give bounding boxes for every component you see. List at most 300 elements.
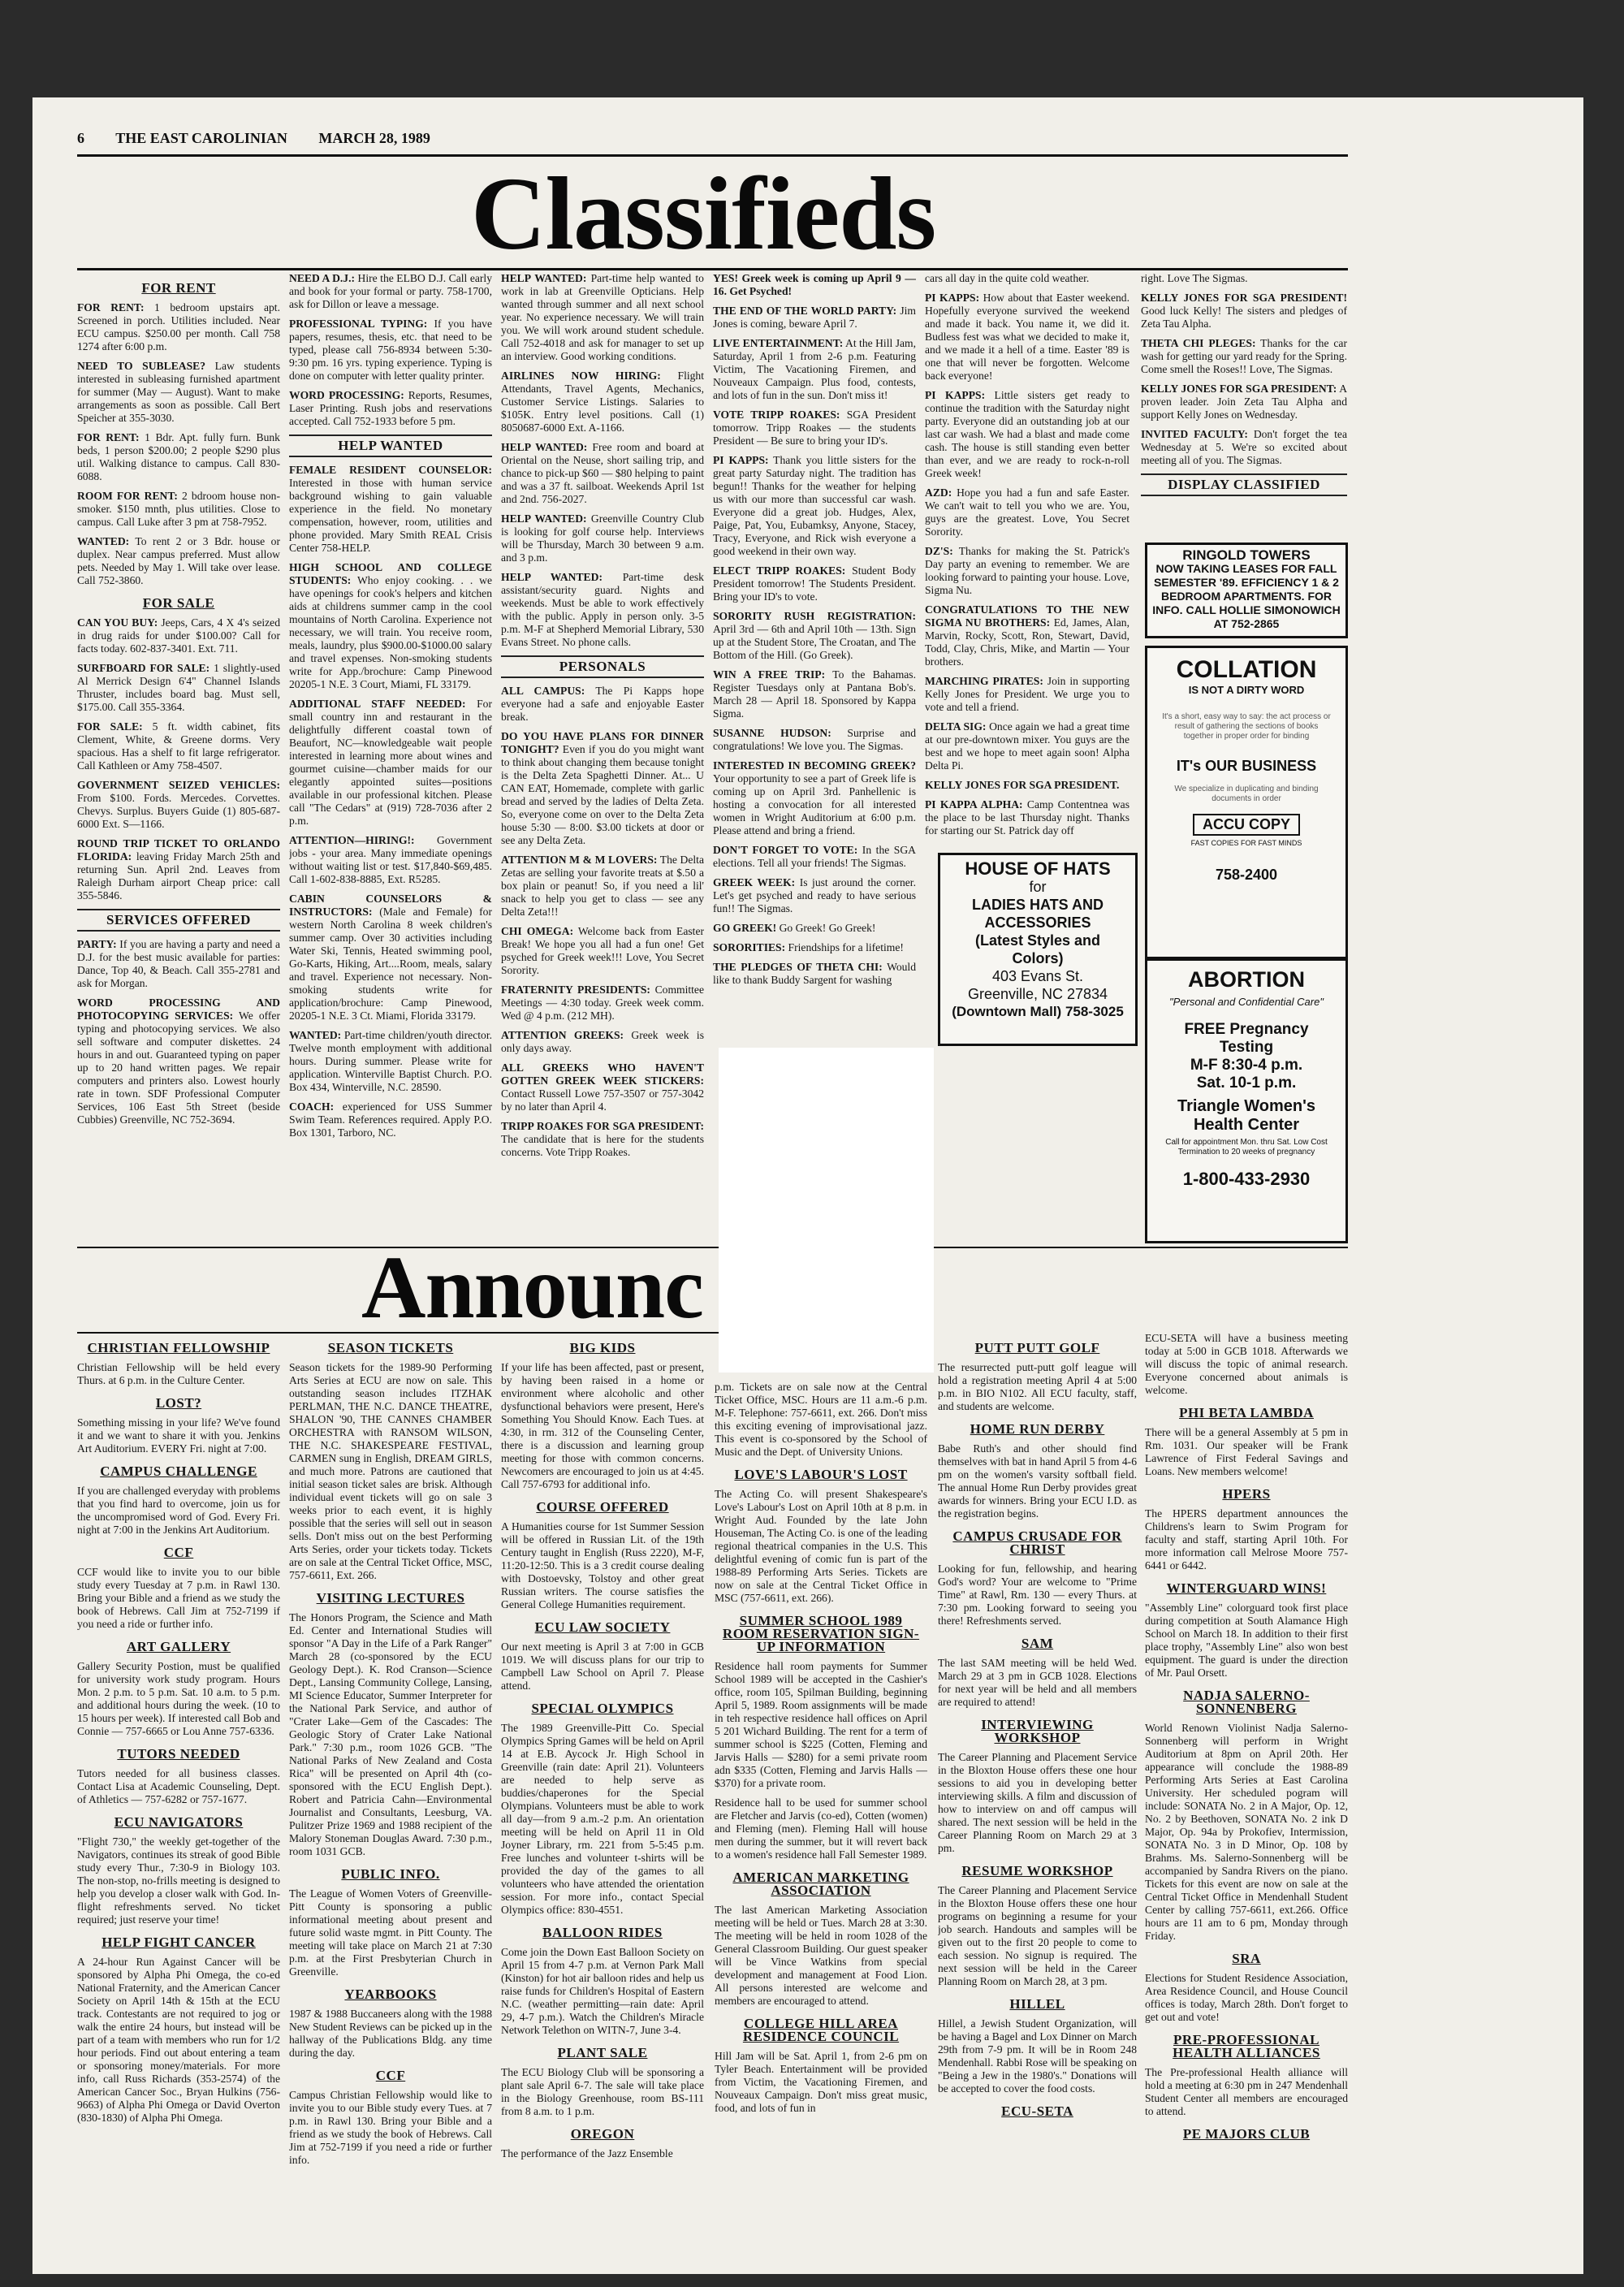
listing-lead: GO GREEK! bbox=[713, 922, 777, 934]
listing-body: The Acting Co. will present Shakespeare's Love's Labour's Lost on April 10th at 8 p.m. in Wright Aud. Founded by the late John Houseman, The Acting Co. is one of the leading regional theatrical companies in the U.S. This delightful evening of comic fun is part of the 1988-89 Performing Arts Series. Tickets are now on sale at the Central Ticket Office in MSC (757-6611, ext. 266). bbox=[715, 1488, 927, 1604]
listing-body: Government jobs - your area. Many immediate openings without waiting list or test. $17,840-$69,485. Call 1-602-838-8885, Ext. R5285. bbox=[289, 834, 492, 885]
listing-body: Our next meeting is April 3 at 7:00 in GCB 1019. We will discuss plans for our trip to Campbell Law School on April 7. Please attend. bbox=[501, 1641, 704, 1692]
listing-body: Even if you do you might want to think about changing them because tonight is the Delta Zeta Spaghetti Dinner. At... U CAN EAT, Homemade, complete with garlic bread and served by the ladies of Delta Zeta. So, everyone come on over to the Delta Zeta house 5:30 — 8:00. $3.00 tickets at door or see any Delta Zeta. bbox=[501, 743, 704, 846]
section-heading: PERSONALS bbox=[501, 655, 704, 678]
listing-lead: LIVE ENTERTAINMENT: bbox=[713, 337, 844, 349]
listing-lead: HELP WANTED: bbox=[501, 512, 587, 525]
listing-lead: HELP WANTED: bbox=[501, 272, 587, 284]
listing-entry bbox=[1141, 428, 1347, 467]
section-heading: HELP WANTED bbox=[289, 434, 492, 457]
listing-lead: HELP WANTED: bbox=[501, 571, 603, 583]
listing-lead: VOTE TRIPP ROAKES: bbox=[713, 409, 840, 421]
listing-body: Reports, Resumes, Laser Printing. Rush jobs and reservations accepted. Call 752-1933 before 5 pm. bbox=[289, 389, 492, 427]
ad-collation-title: COLLATION bbox=[1176, 656, 1317, 683]
section-heading: SRA bbox=[1232, 1951, 1261, 1966]
section-heading: ART GALLERY bbox=[126, 1639, 231, 1654]
listing-entry bbox=[289, 1361, 492, 1582]
section-heading: HOME RUN DERBY bbox=[970, 1421, 1105, 1437]
listing-entry bbox=[501, 730, 704, 847]
classifieds-rule bbox=[77, 268, 1348, 270]
listing-entry bbox=[501, 512, 704, 564]
listing-entry bbox=[713, 961, 916, 987]
listing-body: Student Body President tomorrow! The Students President. Bring your ID's to vote. bbox=[713, 564, 916, 603]
ad-abortion-line: Testing bbox=[1219, 1039, 1274, 1056]
listing-entry bbox=[713, 272, 916, 298]
listing-entry bbox=[77, 779, 280, 831]
listing-body: The ECU Biology Club will be sponsoring a plant sale April 6-7. The sale will take place in the Biology Greenhouse, room BS-111 from 8 a.m. to 1 p.m. bbox=[501, 2066, 704, 2117]
section-heading: PRE-PROFESSIONAL HEALTH ALLIANCES bbox=[1173, 2032, 1320, 2060]
listing-entry bbox=[289, 1029, 492, 1094]
listing-body: How about that Easter weekend. Hopefully everyone survived the weekend and made it back. You name it, we did it. Budless fest was what we decided to make it, and we made it a hell of a time. Easter '89 is one that will never be forgotten. Welcome back everyone! bbox=[925, 292, 1129, 382]
listing-entry bbox=[713, 409, 916, 447]
listing-body: The candidate that is here for the students concerns. Vote Tripp Roakes. bbox=[501, 1133, 704, 1158]
announcements-column-6 bbox=[1145, 1332, 1348, 2266]
listing-entry bbox=[77, 1485, 280, 1537]
ad-hats-line: Colors) bbox=[1012, 950, 1064, 966]
ad-collation-tagline: FAST COPIES FOR FAST MINDS bbox=[1190, 839, 1302, 847]
listing-entry bbox=[501, 441, 704, 506]
listing-lead: WORD PROCESSING: bbox=[289, 389, 404, 401]
listing-entry bbox=[289, 1887, 492, 1978]
listing-lead: NEED TO SUBLEASE? bbox=[77, 360, 206, 372]
listing-body: The 1989 Greenville-Pitt Co. Special Olympics Spring Games will be held on April 14 at E.B. Aycock Jr. High School in Greenville (rain date: April 21). Volunteers are needed to help serve as buddies/chaperones for the Special Olympians. Volunteers must be able to work all day—from 9 a.m.-2 p.m. An orientation meeting will be held on April 11 in Old Joyner Library, rm. 221 from 5-5:45 p.m. Free lunches and volunteer t-shirts will be provided the day of the games to all volunteers who have attended the orientation session. For more info., contact Special Olympics office: 830-4551. bbox=[501, 1722, 704, 1916]
listing-body: Hope you had a fun and safe Easter. We can't wait to tell you who we are. You, guys are the greatest. Love, You Secret Sorority. bbox=[925, 486, 1129, 538]
listing-entry bbox=[925, 545, 1129, 597]
announcements-column-3 bbox=[501, 1332, 704, 2266]
listing-body: To rent 2 or 3 Bdr. house or duplex. Near campus preferred. Must allow pets. Needed by May 1. Will take over lease. Call 752-3860. bbox=[77, 535, 280, 586]
listing-body: The performance of the Jazz Ensemble bbox=[501, 2147, 673, 2159]
listing-entry bbox=[77, 431, 280, 483]
listing-entry bbox=[1141, 337, 1347, 376]
ad-ringold-line: SEMESTER '89. EFFICIENCY 1 & 2 bbox=[1154, 576, 1339, 589]
listing-entry bbox=[501, 1361, 704, 1491]
ad-hats-line: Greenville, NC 27834 bbox=[967, 986, 1108, 1002]
listing-body: If your life has been affected, past or present, by having been raised in a home or environment where alcoholic and other dysfunctional behaviors were present, Here's Something You Should Know. Each Tues. at 4:30, in rm. 312 of the Counseling Center, there is a discussion and learning group meeting for those with common concerns. Newcomers are encouraged to join us at 4:45. Call 757-6793 for additional info. bbox=[501, 1361, 704, 1490]
listing-body: leaving Friday March 25th and returning Sun. April 2nd. Leaves from Raleigh Durham airport Cheap price: call 355-5846. bbox=[77, 850, 280, 901]
listing-entry bbox=[1145, 2066, 1348, 2118]
listing-entry bbox=[77, 1361, 280, 1387]
listing-body: April 3rd — 6th and April 10th — 13th. Sign up at the Student Store, The Croatan, and The Bottom of the Hill. (Go Greek). bbox=[713, 623, 916, 661]
section-heading: CHRISTIAN FELLOWSHIP bbox=[87, 1340, 270, 1355]
ad-ringold-title: RINGOLD TOWERS bbox=[1182, 547, 1311, 563]
listing-body: 5 ft. width cabinet, fits Clement, White, & Greene dorms. Very spacious. Has a shelf to fit large refrigerator. Call Kathleen or Amy 758-4507. bbox=[77, 720, 280, 772]
listing-body: Greenville Country Club is looking for golf course help. Interviews will be Thursday, March 30 between 9 a.m. and 3 p.m. bbox=[501, 512, 704, 564]
ad-hats-line: LADIES HATS AND bbox=[972, 897, 1104, 913]
listing-lead: FOR RENT: bbox=[77, 301, 145, 313]
listing-entry bbox=[77, 1767, 280, 1806]
listing-lead: INVITED FACULTY: bbox=[1141, 428, 1248, 440]
section-heading: AMERICAN MARKETING ASSOCIATION bbox=[732, 1870, 909, 1898]
listing-lead: SORORITIES: bbox=[713, 941, 786, 953]
listing-entry bbox=[77, 1835, 280, 1926]
listing-entry bbox=[501, 1029, 704, 1055]
ad-abortion-sub: "Personal and Confidential Care" bbox=[1169, 996, 1324, 1008]
section-heading: DISPLAY CLASSIFIED bbox=[1141, 473, 1347, 496]
listing-entry bbox=[1145, 1972, 1348, 2024]
listing-lead: COACH: bbox=[289, 1100, 335, 1113]
listing-body: Babe Ruth's and other should find themselves with bat in hand April 5 from 4-6 pm on the women's varsity softball field. The annual Home Run Derby provides great awards for winners. Bring your ECU I.D. as the registration begins. bbox=[938, 1442, 1137, 1520]
ad-abortion-phone: 1-800-433-2930 bbox=[1182, 1169, 1311, 1189]
listing-lead: WIN A FREE TRIP: bbox=[713, 668, 826, 681]
listing-body: Come join the Down East Balloon Society on April 15 from 4-7 p.m. at Vernon Park Mall (Kinston) for hot air balloon rides and help us raise funds for Children's Hospital of Eastern N.C. (weather permitting—rain date: April 29, 4-7 p.m.). Watch the Children's Miracle Network Telethon on WITN-7, June 3-4. bbox=[501, 1946, 704, 2036]
ad-ringold-line: AT 752-2865 bbox=[1213, 617, 1280, 630]
listing-entry bbox=[925, 272, 1129, 285]
paper-name: THE EAST CAROLINIAN bbox=[115, 130, 287, 146]
listing-entry bbox=[1145, 1332, 1348, 1397]
listing-body: Contact Russell Lowe 757-3507 or 757-3042 by no later than April 4. bbox=[501, 1087, 704, 1113]
listing-body: Part-time help wanted to work in lab at Greenville Opticians. Help wanted through summer and all next school year. No experience necessary. We will train you. We will work around student schedule. Call 752-4018 and ask for manager to set up an interview. Good working conditions. bbox=[501, 272, 704, 362]
listing-entry bbox=[289, 893, 492, 1022]
listing-entry bbox=[501, 2066, 704, 2118]
announcements-rule-right bbox=[934, 1247, 1348, 1248]
column-help-wanted bbox=[289, 272, 492, 1239]
section-heading: COURSE OFFERED bbox=[536, 1499, 669, 1515]
listing-lead: PI KAPPS: bbox=[713, 454, 769, 466]
listing-lead: ATTENTION GREEKS: bbox=[501, 1029, 624, 1041]
listing-entry bbox=[289, 2089, 492, 2167]
issue-date: MARCH 28, 1989 bbox=[318, 130, 430, 146]
listing-body: Don't forget the tea Wednesday at 5. We're so excited about meeting all of you. The Sigmas. bbox=[1141, 428, 1347, 466]
listing-lead: ROUND TRIP TICKET TO ORLANDO FLORIDA: bbox=[77, 837, 280, 862]
listing-body: We offer typing and photocopying services. We also sell software and computer diskettes. 24 hours in and out. Guaranteed typing on paper up to 20 hand written pages. We repair computers and printers also. Lowest hourly rate in town. SDF Professional Computer Services, 106 East 5th Street (beside Cubbies) Greenville, NC 752-3694. bbox=[77, 1009, 280, 1126]
listing-entry bbox=[1145, 1507, 1348, 1572]
ad-abortion-line: Triangle Women's bbox=[1177, 1097, 1315, 1115]
listing-body: Camp Contentnea was the place to be last Thursday night. Thanks for starting our St. Patrick day off bbox=[925, 798, 1129, 837]
listing-entry bbox=[713, 454, 916, 558]
listing-entry bbox=[713, 727, 916, 753]
listing-entry bbox=[501, 685, 704, 724]
masthead bbox=[77, 130, 1344, 149]
listing-entry bbox=[938, 1563, 1137, 1628]
listing-lead: WORD PROCESSING AND PHOTOCOPYING SERVICES: bbox=[77, 997, 280, 1022]
listing-entry bbox=[77, 360, 280, 425]
listing-entry bbox=[501, 1641, 704, 1693]
listing-lead: ATTENTION M & M LOVERS: bbox=[501, 854, 658, 866]
listing-lead: FOR RENT: bbox=[77, 431, 140, 443]
listing-lead: SURFBOARD FOR SALE: bbox=[77, 662, 210, 674]
listing-entry bbox=[713, 305, 916, 331]
listing-entry bbox=[938, 1361, 1137, 1413]
listing-lead: MARCHING PIRATES: bbox=[925, 675, 1043, 687]
listing-lead: THETA CHI PLEGES: bbox=[1141, 337, 1256, 349]
ad-abortion-line: Sat. 10-1 p.m. bbox=[1196, 1074, 1297, 1092]
listing-lead: ADDITIONAL STAFF NEEDED: bbox=[289, 698, 466, 710]
section-heading: PUTT PUTT GOLF bbox=[974, 1340, 1100, 1355]
section-heading: RESUME WORKSHOP bbox=[961, 1863, 1113, 1878]
listing-lead: INTERESTED IN BECOMING GREEK? bbox=[713, 759, 916, 772]
listing-entry bbox=[501, 925, 704, 977]
listing-lead: ATTENTION—HIRING!: bbox=[289, 834, 415, 846]
section-heading: CCF bbox=[163, 1545, 194, 1560]
listing-body: Hill Jam will be Sat. April 1, from 2-6 pm on Tyler Beach. Entertainment will be provided from Victim, the Vacationing Firemen, and Nouveaux Campaign. Don't miss great music, food, and lots of fun in bbox=[715, 2050, 927, 2114]
section-heading: ECU NAVIGATORS bbox=[114, 1814, 244, 1830]
listing-entry bbox=[289, 834, 492, 886]
listing-entry bbox=[1141, 272, 1347, 285]
listing-body: The resurrected putt-putt golf league will hold a registration meeting April 4 at 5:00 p.m. in BIO N102. All ECU faculty, staff, and students are welcome. bbox=[938, 1361, 1137, 1412]
listing-lead: GREEK WEEK: bbox=[713, 876, 796, 888]
listing-body: Gallery Security Postion, must be qualified for university work study program. Hours Mon. 2 p.m. to 5 p.m. Sat. 10 a.m. to 5 p.m. and additional hours during the week. (10 to 15 hours per week). If interested call Bob and Connie — 757-6665 or Lou Anne 757-6336. bbox=[77, 1660, 280, 1737]
listing-entry bbox=[925, 486, 1129, 538]
listing-entry bbox=[925, 798, 1129, 837]
announcements-column-5 bbox=[938, 1332, 1137, 2266]
listing-body: To the Bahamas. Register Tuesdays only at Pantana Bob's. March 28 — April 18. Sponsored by Kappa Sigma. bbox=[713, 668, 916, 720]
listing-lead: DO YOU HAVE PLANS FOR DINNER TONIGHT? bbox=[501, 730, 704, 755]
listing-lead: ALL CAMPUS: bbox=[501, 685, 585, 697]
listing-body: Hire the ELBO D.J. Call early and book for your formal or party. 758-1700, ask for Dillon or leave a message. bbox=[289, 272, 492, 310]
listing-lead: THE END OF THE WORLD PARTY: bbox=[713, 305, 897, 317]
section-heading: WINTERGUARD WINS! bbox=[1166, 1580, 1327, 1596]
listing-entry bbox=[925, 603, 1129, 668]
listing-body: Once again we had a great time at our pre-downtown mixer. You guys are the best and we hope to meet again soon! Alpha Delta Pi. bbox=[925, 720, 1129, 772]
listing-lead: GOVERNMENT SEIZED VEHICLES: bbox=[77, 779, 280, 791]
listing-body: Jim Jones is coming, beware April 7. bbox=[713, 305, 916, 330]
listing-body: Tutors needed for all business classes. Contact Lisa at Academic Counseling, Dept. of Athletics — 757-6282 or 757-1677. bbox=[77, 1767, 280, 1805]
listing-entry bbox=[925, 389, 1129, 480]
listing-body: 2 bdroom house non-smoker. $150 mnth, plus utilities. Close to campus. Call Luke after 3 pm at 758-7952. bbox=[77, 490, 280, 528]
listing-body: There will be a general Assembly at 5 pm in Rm. 1031. Our speaker will be Frank Lawrence of First Federal Savings and Loans. New members welcome! bbox=[1145, 1426, 1348, 1477]
listing-entry bbox=[1145, 1602, 1348, 1680]
listing-entry bbox=[501, 571, 704, 649]
listing-entry bbox=[289, 561, 492, 691]
section-heading: ECU-SETA bbox=[1001, 2103, 1073, 2119]
listing-entry bbox=[715, 1488, 927, 1605]
listing-entry bbox=[713, 337, 916, 402]
listing-entry bbox=[77, 1660, 280, 1738]
listing-entry bbox=[713, 941, 916, 954]
listing-entry bbox=[925, 720, 1129, 772]
ad-ringold-towers bbox=[1145, 543, 1348, 638]
listing-entry bbox=[77, 997, 280, 1126]
section-heading: HELP FIGHT CANCER bbox=[102, 1935, 256, 1950]
ad-abortion-line: Health Center bbox=[1193, 1116, 1300, 1134]
listing-entry bbox=[925, 675, 1129, 714]
section-heading: PHI BETA LAMBDA bbox=[1179, 1405, 1314, 1420]
section-heading: FOR RENT bbox=[141, 280, 216, 296]
listing-entry bbox=[501, 1520, 704, 1611]
ad-ringold-line: BEDROOM APARTMENTS. FOR bbox=[1161, 590, 1332, 603]
listing-body: If you have papers, resumes, thesis, etc. that need to be typed, please call 756-8934 between 5:30-9:30 pm. 16 yrs. typing experience. Typing is done on computer with letter quality printer. bbox=[289, 318, 492, 382]
listing-body: The Career Planning and Placement Service in the Bloxton House offers these one hour sessions to aid you in developing better interviewing skills. A film and discussion of how to interview on and off campus will shared. The next session will be held in the Career Planning Room on March 29 at 3 pm. bbox=[938, 1751, 1137, 1854]
listing-entry bbox=[77, 662, 280, 714]
listing-entry bbox=[715, 2050, 927, 2115]
ad-collation-mid: IT's OUR BUSINESS bbox=[1176, 758, 1317, 774]
ad-collation bbox=[1145, 646, 1348, 959]
listing-entry bbox=[501, 370, 704, 434]
listing-body: 1987 & 1988 Buccaneers along with the 1988 New Student Reviews can be picked up in the hallway of the Publications Bldg. any time during the day. bbox=[289, 2008, 492, 2059]
section-heading: VISITING LECTURES bbox=[316, 1590, 465, 1606]
section-heading: SEASON TICKETS bbox=[327, 1340, 454, 1355]
listing-body: Campus Christian Fellowship would like to invite you to our Bible study every Tues. at 7 p.m. in Rawl 130. Bring your Bible and a friend as we study the book of Hebrews. Call Jim at 752-7199 if you need a ride or further info. bbox=[289, 2089, 492, 2166]
section-heading: LOVE'S LABOUR'S LOST bbox=[734, 1467, 908, 1482]
listing-body: Good luck Kelly! The sisters and pledges of Zeta Tau Alpha. bbox=[1141, 305, 1347, 330]
listing-body: 1 Bdr. Apt. fully furn. Bunk beds, 1 person $200.00; 2 people $290 plus util. Walking distance to campus. Call 830-6088. bbox=[77, 431, 280, 482]
listing-entry bbox=[501, 1120, 704, 1159]
section-heading: YEARBOOKS bbox=[344, 1987, 437, 2002]
listing-entry bbox=[1145, 1722, 1348, 1943]
listing-lead: TRIPP ROAKES FOR SGA PRESIDENT: bbox=[501, 1120, 704, 1132]
listing-body: If you are challenged everyday with problems that you find hard to overcome, join us for the uncompromised word of God. Every Fri. night at 7:00 in the Jenkins Art Auditorium. bbox=[77, 1485, 280, 1536]
section-heading: INTERVIEWING WORKSHOP bbox=[981, 1717, 1094, 1745]
listing-body: Would like to thank Buddy Sargent for washing bbox=[713, 961, 916, 986]
listing-lead: NEED A D.J.: bbox=[289, 272, 356, 284]
listing-entry bbox=[501, 272, 704, 363]
listing-entry bbox=[77, 616, 280, 655]
ad-hats-line: for bbox=[1029, 879, 1047, 895]
section-heading: FOR SALE bbox=[142, 595, 215, 611]
ad-house-of-hats bbox=[938, 853, 1138, 1046]
listing-entry bbox=[289, 318, 492, 383]
listing-body: Thanks for the car wash for getting our yard ready for the Spring. Come smell the Roses!! Love, The Sigmas. bbox=[1141, 337, 1347, 375]
ad-hats-phone: (Downtown Mall) 758-3025 bbox=[952, 1004, 1124, 1019]
listing-lead: PARTY: bbox=[77, 938, 117, 950]
listing-body: Friendships for a lifetime! bbox=[785, 941, 904, 953]
listing-lead: THE PLEDGES OF THETA CHI: bbox=[713, 961, 883, 973]
ad-hats-line: ACCESSORIES bbox=[984, 914, 1091, 931]
listing-body: p.m. Tickets are on sale now at the Central Ticket Office, MSC. Hours are 11 a.m.-6 p.m. M-F. Telephone: 757-6611, ext. 266. Don't miss this exciting evening of improvisational jazz. This event is co-sponsored by the School of Music and the Dept. of University Unions. bbox=[715, 1381, 927, 1458]
listing-body: Go Greek! Go Greek! bbox=[776, 922, 876, 934]
listing-entry bbox=[501, 1946, 704, 2037]
listing-body: Ed, James, Alan, Marvin, Rocky, Scott, Ron, Stewart, David, Todd, Clay, Chris, Mike, and Martin — Your brothers. bbox=[925, 616, 1129, 668]
listing-entry bbox=[713, 759, 916, 837]
listing-entry bbox=[713, 668, 916, 720]
listing-entry bbox=[77, 720, 280, 772]
page-number: 6 bbox=[77, 130, 84, 146]
listing-entry bbox=[501, 2147, 704, 2160]
listing-body: World Renown Violinist Nadja Salerno-Sonnenberg will perform in Wright Auditorium at 8pm on April 20th. Her appearance will conclude the 1988-89 Performing Arts Series at East Carolina University. Her scheduled pogram will include: SONATA No. 2 in A Major, Op. 12, No. 2 by Beethoven, SONATA No. 2 ink D Major, Op. 94a by Prokofiev, Intermission, SONATA No. 3 in D Minor, Op. 108 by Brahms. Ms. Salerno-Sonnenberg will be accompanied by Sandra Rivers on the piano. Tickets for this event are now on sale at the Central Ticket Office in Mendenhall Student Center by calling 757-6611, ext.266. Office hours are 11 am to 6 pm, Monday through Friday. bbox=[1145, 1722, 1348, 1942]
listing-lead: DELTA SIG: bbox=[925, 720, 987, 733]
listing-body: The Delta Zetas are selling your favorite treats at $.50 a box plain or peanut! So, if you need a lil' snack to help you get to class — see any Delta Zeta!!! bbox=[501, 854, 704, 918]
listing-body: Who enjoy cooking. . . we have openings for cook's helpers and kitchen aids at childrens summer camp in the cool mountains of North Carolina. Experience not necessary, we will train. You receive room, meals, laundry, plus $900.00-$1000.00 salary and travel expenses. Non-smoking students write for App./brochure: Camp Pinewood 20205-1 N.E. 3 Court, Miami, FL 33179. bbox=[289, 574, 492, 690]
section-heading: SPECIAL OLYMPICS bbox=[531, 1701, 674, 1716]
listing-body: The Pre-professional Health alliance will hold a meeting at 6:30 pm in 247 Mendenhall Student Center all members are encouraged to attend. bbox=[1145, 2066, 1348, 2117]
listing-lead: WANTED: bbox=[77, 535, 130, 547]
listing-body: The Pi Kapps hope everyone had a safe and enjoyable Easter break. bbox=[501, 685, 704, 723]
listing-body: Law students interested in subleasing furnished apartment for summer (May — August). Want to make arrangements as soon as possible. Call Bert Speicher at 355-3030. bbox=[77, 360, 280, 424]
section-heading: PUBLIC INFO. bbox=[341, 1866, 440, 1882]
listing-body: Little sisters get ready to continue the tradition with the Saturday night party. Everyone did an outstanding job at our last car wash. We had a blast and made come cash. The house is still standing even better than ever, and we are ready to rock-n-roll Greek week! bbox=[925, 389, 1129, 479]
column-personals-c bbox=[925, 272, 1129, 841]
listing-body: Committee Meetings — 4:30 today. Greek week comm. Wed @ 4 p.m. (212 MH). bbox=[501, 984, 704, 1022]
ad-hats-line: 403 Evans St. bbox=[991, 968, 1084, 984]
listing-body: A 24-hour Run Against Cancer will be sponsored by Alpha Phi Omega, the co-ed National Fraternity, and the American Cancer Society on April 14th & 15th at the ECU track. Contestants are not required to jog or walk the entire 24 hours, but instead will be part of a team with members who run for 1/2 hour periods. Find out about entering a team or sponsoring money/materials. For more info, call Russ Richards (353-2574) of the American Cancer Soc., Bryan Hulkins (756-9663) of Alpha Phi Omega or David Overton (830-1830) of Alpha Phi Omega. bbox=[77, 1956, 280, 2124]
listing-body: Greek week is only days away. bbox=[501, 1029, 704, 1054]
section-heading: SUMMER SCHOOL 1989 ROOM RESERVATION SIGN-UP INFORMATION bbox=[722, 1613, 920, 1654]
listing-entry bbox=[501, 1722, 704, 1917]
listing-body: CCF would like to invite you to our bible study every Tuesday at 7 p.m. in Rawl 130. Bring your Bible and a friend as we study the book of Hebrews. Call Jim at 752-7199 if you need a ride or further info. bbox=[77, 1566, 280, 1630]
listing-lead: PI KAPPA ALPHA: bbox=[925, 798, 1023, 811]
announcements-column-4 bbox=[715, 1381, 927, 2266]
listing-entry bbox=[289, 1611, 492, 1858]
listing-body: "Flight 730," the weekly get-together of the Navigators, continues its streak of good Bible study every Thur., 7:30-9 in Biology 103. The non-stop, no-frills meeting is designed to help you develop a closer walk with God. In-flight refreshments served. No ticket required; just reserve your time! bbox=[77, 1835, 280, 1926]
ad-abortion-line: FREE Pregnancy bbox=[1184, 1021, 1309, 1038]
listing-body: Free room and board at Oriental on the Neuse, short sailing trip, and chance to pick-up $60 — $80 helping to paint and was a 37 ft. sailboat. Weekends April 1st and 2nd. 756-2027. bbox=[501, 441, 704, 505]
listing-lead: CAN YOU BUY: bbox=[77, 616, 158, 629]
listing-entry bbox=[713, 844, 916, 870]
listing-body: SGA President tomorrow. Tripp Roakes — the students President — Be sure to bring your ID's. bbox=[713, 409, 916, 447]
listing-entry bbox=[77, 1416, 280, 1455]
listing-body: A proven leader. Join Zeta Tau Alpha and support Kelly Jones on Wednesday. bbox=[1141, 383, 1347, 421]
listing-lead: KELLY JONES FOR SGA PRESIDENT! bbox=[1141, 292, 1347, 304]
section-heading: HPERS bbox=[1222, 1486, 1271, 1502]
listing-lead: PI KAPPS: bbox=[925, 292, 980, 304]
listing-lead: PI KAPPS: bbox=[925, 389, 986, 401]
ad-ringold-line: NOW TAKING LEASES FOR FALL bbox=[1155, 562, 1337, 575]
listing-entry bbox=[501, 984, 704, 1022]
listing-body: Hillel, a Jewish Student Organization, will be having a Bagel and Lox Dinner on March 29th from 7-9 pm. It will be in Room 248 Mendenhall. Rabbi Rose will be speaking on "Being a Jew in the 1980's." Donations will be accepted to cover the food costs. bbox=[938, 2017, 1137, 2095]
section-heading: CAMPUS CRUSADE FOR CHRIST bbox=[952, 1528, 1122, 1557]
listing-body: The last American Marketing Association meeting will be held or Tues. March 28 at 3:30. The meeting will be held in room 1028 of the General Classroom Building. Our guest speaker will be Vince Watkins from special development and management at Food Lion. All persons interested are welcome and members are encouraged to attend. bbox=[715, 1904, 927, 2007]
listing-body: At the Hill Jam, Saturday, April 1 from 2-6 p.m. Featuring Victim, The Vacationing Firemen, and Nouveaux Campaign. Plus food, contests, and lots of fun in the sun. Don't miss it! bbox=[713, 337, 916, 401]
listing-body: The last SAM meeting will be held Wed. March 29 at 3 pm in GCB 1028. Elections for next year will be held and all members are required to attend! bbox=[938, 1657, 1137, 1708]
listing-body: Thank you little sisters for the great party Saturday night. The tradition has begun!! Thanks for the weather for helping us with our more than successful car wash. Everyone did a great job. Hudges, Alex, Paige, Pat, You, Eubamksy, Anyone, Stacey, Tracy, Everyone, and Rick wish everyone a good weekend in their own way. bbox=[713, 454, 916, 557]
listing-lead: SORORITY RUSH REGISTRATION: bbox=[713, 610, 916, 622]
listing-lead: FOR SALE: bbox=[77, 720, 143, 733]
listing-lead: CONGRATULATIONS TO THE NEW SIGMA NU BROTHERS: bbox=[925, 603, 1129, 629]
listing-entry bbox=[715, 1381, 927, 1459]
listing-body: right. Love The Sigmas. bbox=[1141, 272, 1248, 284]
listing-lead: PROFESSIONAL TYPING: bbox=[289, 318, 428, 330]
listing-entry bbox=[1141, 383, 1347, 422]
listing-body: The Honors Program, the Science and Math Ed. Center and International Studies will sponsor "A Day in the Life of a Park Ranger" March 28 (co-sponsored by the ECU Geology Dept.). K. Rod Cranson—Science Dept., Lansing Community College, Lansing, MI Science Educator, Summer Interpreter for the National Park Service, and author of "Crater Lake—Gem of the Cascades: The Geologic Story of Crater Lake National Park." 7:30 p.m., room 1026 GCB. "The National Parks of New Zealand and Costa Rica" will be presented on April 4th (co-sponsored with the ECU English Dept.). Robert and Patricia Cahn—Environmental Journalist and Consultants, Leesburg, VA. Pulitzer Prize 1969 and 1988 recipient of the Malory Stoneman Douglas Award. 7:30 p.m., room 1031 GCB. bbox=[289, 1611, 492, 1857]
column-personals-a bbox=[501, 272, 704, 1239]
listing-body: Jeeps, Cars, 4 X 4's seized in drug raids for under $100.00? Call for facts today. 602-837-3401. Ext. 711. bbox=[77, 616, 280, 655]
listing-body: Is just around the corner. Let's get psyched and ready to have serious fun!! The Sigmas. bbox=[713, 876, 916, 914]
section-heading: SERVICES OFFERED bbox=[77, 909, 280, 932]
listing-body: Elections for Student Residence Association, Area Residence Council, and House Council offices is today, March 28th. Don't forget to get out and vote! bbox=[1145, 1972, 1348, 2023]
announcements-column-1 bbox=[77, 1332, 280, 2266]
listing-lead: AIRLINES NOW HIRING: bbox=[501, 370, 661, 382]
section-heading: BIG KIDS bbox=[569, 1340, 636, 1355]
listing-body: For small country inn and restaurant in the delightfully different coastal town of Beaufort, NC—knowledgeable wait people interested in learning more about wines and gourmet cuisine—chamber maids for our elegantly appointed suites—positions available in our professional kitchen. Please call "The Cedars" at (919) 728-7036 after 2 p.m. bbox=[289, 698, 492, 827]
listing-body: (Male and Female) for western North Carolina 8 week children's summer camp. Over 30 activities including Water Ski, Tennis, Heated swimming pool, Go-Karts, Hiking, Art....Room, meals, salary and travel. Experience not necessary. Non-smoking students write for application/brochure: Camp Pinewood, 20205-1 N.E. 3 Ct. Miami, Florida 33179. bbox=[289, 906, 492, 1022]
listing-entry bbox=[713, 610, 916, 662]
listing-entry bbox=[938, 1442, 1137, 1520]
listing-body: From $100. Fords. Mercedes. Corvettes. Chevys. Surplus. Buyers Guide (1) 805-687-6000 Ext. S—1166. bbox=[77, 792, 280, 830]
listing-body: If you are having a party and need a D.J. for the best music available for parties: Dance, Top 40, & Beach. Call 355-2781 and ask for Morgan. bbox=[77, 938, 280, 989]
listing-entry bbox=[289, 2008, 492, 2060]
section-heading: BALLOON RIDES bbox=[542, 1925, 663, 1940]
listing-lead: KELLY JONES FOR SGA PRESIDENT: bbox=[1141, 383, 1337, 395]
section-heading: CAMPUS CHALLENGE bbox=[100, 1463, 257, 1479]
listing-body: The Career Planning and Placement Service in the Bloxton House offers these one hour programs on beginning a resume for your job search. Handouts and samples will be given out to the first 20 people to come to each session. No signup is required. The next session will be held in the Career Planning Room on March 28, at 3 pm. bbox=[938, 1884, 1137, 1987]
section-heading: TUTORS NEEDED bbox=[117, 1746, 240, 1762]
ad-abortion-small: Call for appointment Mon. thru Sat. Low Cost Termination to 20 weeks of pregnancy bbox=[1165, 1138, 1328, 1156]
ad-abortion-title: ABORTION bbox=[1188, 967, 1305, 992]
listing-entry bbox=[713, 922, 916, 935]
listing-lead: FEMALE RESIDENT COUNSELOR: bbox=[289, 464, 492, 476]
listing-entry bbox=[715, 1660, 927, 1790]
listing-body: The HPERS department announces the Childrens's learn to Swim Program for faculty and staff, starting April 10th. For more information call Melrose Moore 757-6441 or 6442. bbox=[1145, 1507, 1348, 1572]
listing-entry bbox=[289, 389, 492, 428]
column-personals-b bbox=[713, 272, 916, 1044]
listing-entry bbox=[77, 1566, 280, 1631]
listing-body: experienced for USS Summer Swim Team. References required. Apply P.O. Box 1301, Tarboro, NC. bbox=[289, 1100, 492, 1139]
listing-body: Welcome back from Easter Break! We hope you all had a fun one! Get psyched for Greek week!!! Love, You Secret Sorority. bbox=[501, 925, 704, 976]
ad-collation-small: It's a short, easy way to say: the act process or result of gathering the sections of books together in proper order for binding bbox=[1162, 712, 1331, 741]
listing-lead: HELP WANTED: bbox=[501, 441, 588, 453]
section-heading: NADJA SALERNO-SONNENBERG bbox=[1183, 1688, 1310, 1716]
listing-body: Residence hall to be used for summer school are Fletcher and Jarvis (co-ed), Cotten (women) and Fleming (men). Fleming Hall will house men during the summer, but it will revert back to a women's residence hall Fall Semester 1989. bbox=[715, 1796, 927, 1861]
ad-ringold-line: INFO. CALL HOLLIE SIMONOWICH bbox=[1152, 603, 1341, 616]
listing-body: The League of Women Voters of Greenville-Pitt County is sponsoring a public informational meeting about present and future solid waste mgmt. in Pitt County. The meeting will take place on March 21 at 7:30 p.m. at the First Presbyterian Church in Greenville. bbox=[289, 1887, 492, 1978]
listing-entry bbox=[77, 938, 280, 990]
listing-lead: SUSANNE HUDSON: bbox=[713, 727, 831, 739]
accu-copy-logo: ACCU COPY bbox=[1193, 814, 1300, 836]
ad-abortion-line: M-F 8:30-4 p.m. bbox=[1190, 1057, 1303, 1074]
listing-lead: DZ'S: bbox=[925, 545, 953, 557]
listing-lead: WANTED: bbox=[289, 1029, 342, 1041]
listing-body: Residence hall room payments for Summer School 1989 will be accepted in the Cashier's office, room 105, Spilman Building, beginning April 5, 1989. Room assignments will be made in teh respective residence hall offices on April 5 201 Wichard Building. The rent for a term of summer school is $225 (Cotten, Fleming and Jarvis Halls — $280) for a semi private room adn $335 (Cotten, Fleming and Jarvis Halls — $370) for a private room. bbox=[715, 1660, 927, 1789]
